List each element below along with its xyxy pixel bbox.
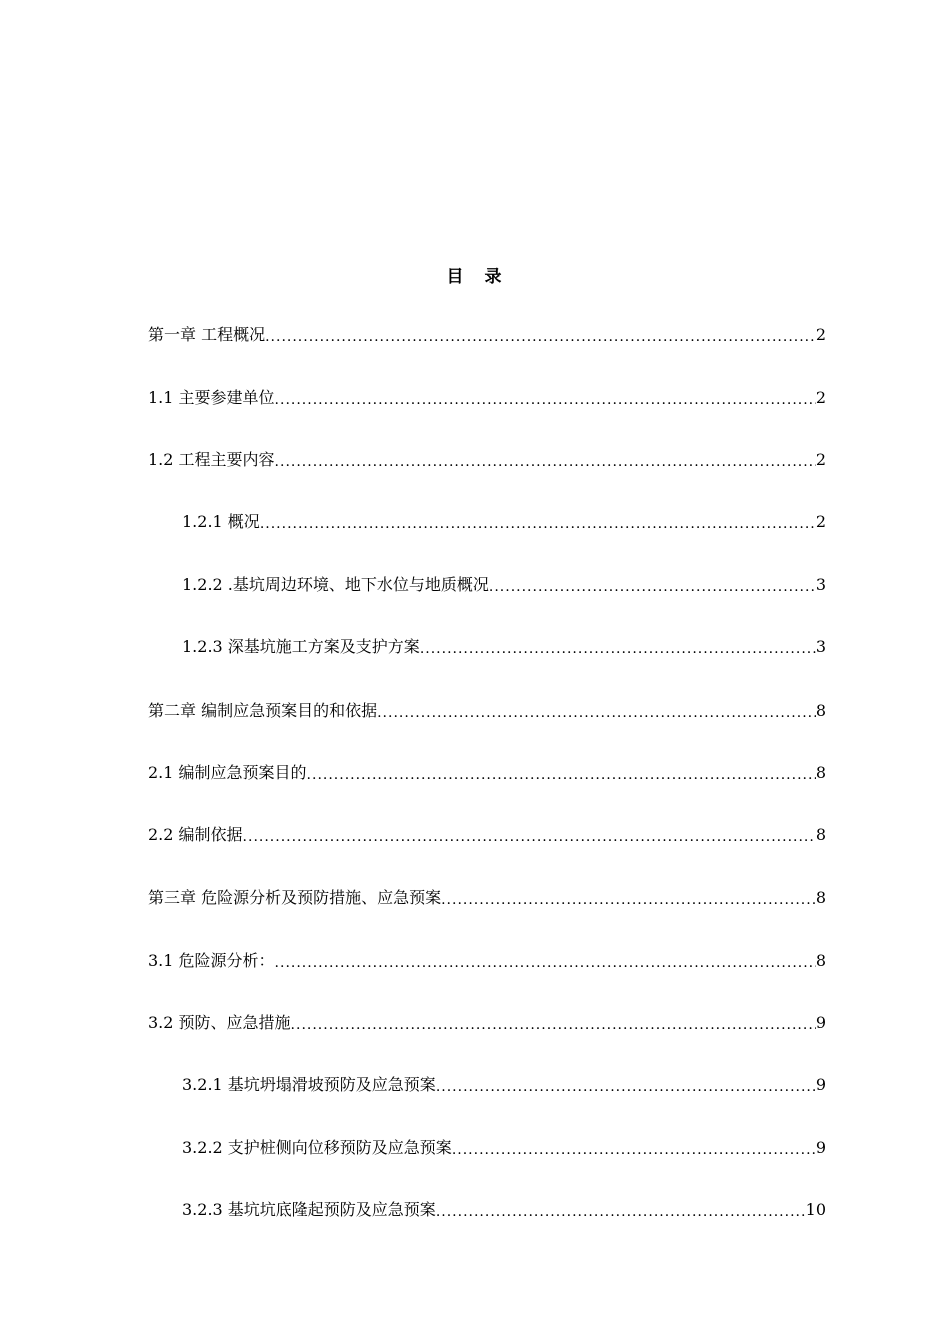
toc-entry-1-2[interactable]	[148, 447, 826, 473]
dot-leader	[243, 822, 816, 848]
dot-leader	[436, 1072, 816, 1098]
toc-entry-chapter-3[interactable]	[148, 885, 826, 911]
dot-leader	[441, 885, 816, 911]
toc-entry-label: 1.2.2 .基坑周边环境、地下水位与地质概况	[182, 575, 489, 594]
toc-entry-label: 1.1 主要参建单位	[148, 388, 275, 407]
toc-entry-page: 2	[815, 388, 826, 407]
dot-leader	[275, 948, 816, 974]
toc-entry-label: 3.2.3 基坑坑底隆起预防及应急预案	[182, 1200, 436, 1219]
toc-entry-label: 3.2.2 支护桩侧向位移预防及应急预案	[182, 1138, 452, 1157]
toc-entry-page: 8	[815, 701, 826, 720]
dot-leader	[420, 634, 816, 660]
dot-leader	[307, 760, 816, 786]
toc-entry-page: 8	[815, 951, 826, 970]
toc-entry-chapter-2[interactable]	[148, 698, 826, 724]
toc-entry-label: 3.2 预防、应急措施	[148, 1013, 291, 1032]
toc-entry-label: 1.2 工程主要内容	[148, 450, 275, 469]
toc-entry-label: 3.2.1 基坑坍塌滑坡预防及应急预案	[182, 1075, 436, 1094]
toc-entry-label: 1.2.3 深基坑施工方案及支护方案	[182, 637, 420, 656]
toc-entry-page: 8	[815, 763, 826, 782]
dot-leader	[275, 447, 816, 473]
toc-entry-page: 8	[815, 825, 826, 844]
toc-entry-label: 第三章 危险源分析及预防措施、应急预案	[148, 888, 442, 907]
toc-entry-page: 9	[815, 1138, 826, 1157]
toc-entry-1-2-3[interactable]	[182, 634, 826, 660]
toc-entry-label: 第二章 编制应急预案目的和依据	[148, 701, 378, 720]
toc-entry-2-2[interactable]	[148, 822, 826, 848]
toc-entry-2-1[interactable]	[148, 760, 826, 786]
toc-entry-3-1[interactable]	[148, 948, 826, 974]
toc-entry-label: 2.2 编制依据	[148, 825, 243, 844]
toc-entry-3-2-1[interactable]	[182, 1072, 826, 1098]
toc-entry-chapter-1[interactable]	[148, 322, 826, 348]
toc-entry-label: 3.1 危险源分析：	[148, 951, 275, 970]
dot-leader	[265, 322, 816, 348]
toc-entry-3-2-3[interactable]	[182, 1197, 826, 1223]
dot-leader	[452, 1135, 816, 1161]
toc-entry-page: 2	[815, 450, 826, 469]
toc-entry-1-2-1[interactable]	[182, 509, 826, 535]
dot-leader	[291, 1010, 816, 1036]
dot-leader	[275, 385, 816, 411]
toc-entry-label: 2.1 编制应急预案目的	[148, 763, 307, 782]
dot-leader	[436, 1197, 806, 1223]
dot-leader	[489, 572, 816, 598]
toc-entry-label: 第一章 工程概况	[148, 325, 266, 344]
toc-entry-page: 3	[815, 575, 826, 594]
dot-leader	[377, 698, 816, 724]
dot-leader	[260, 509, 816, 535]
toc-entry-page: 9	[815, 1013, 826, 1032]
toc-entry-1-2-2[interactable]	[182, 572, 826, 598]
toc-entry-page: 2	[815, 325, 826, 344]
toc-entry-page: 8	[815, 888, 826, 907]
toc-entry-1-1[interactable]	[148, 385, 826, 411]
toc-entry-page: 9	[815, 1075, 826, 1094]
toc-entry-page: 10	[805, 1200, 826, 1219]
toc-entry-3-2[interactable]	[148, 1010, 826, 1036]
toc-title: 目 录	[446, 267, 504, 287]
toc-entry-page: 2	[815, 512, 826, 531]
toc-entry-label: 1.2.1 概况	[182, 512, 260, 531]
toc-entry-page: 3	[815, 637, 826, 656]
toc-entry-3-2-2[interactable]	[182, 1135, 826, 1161]
